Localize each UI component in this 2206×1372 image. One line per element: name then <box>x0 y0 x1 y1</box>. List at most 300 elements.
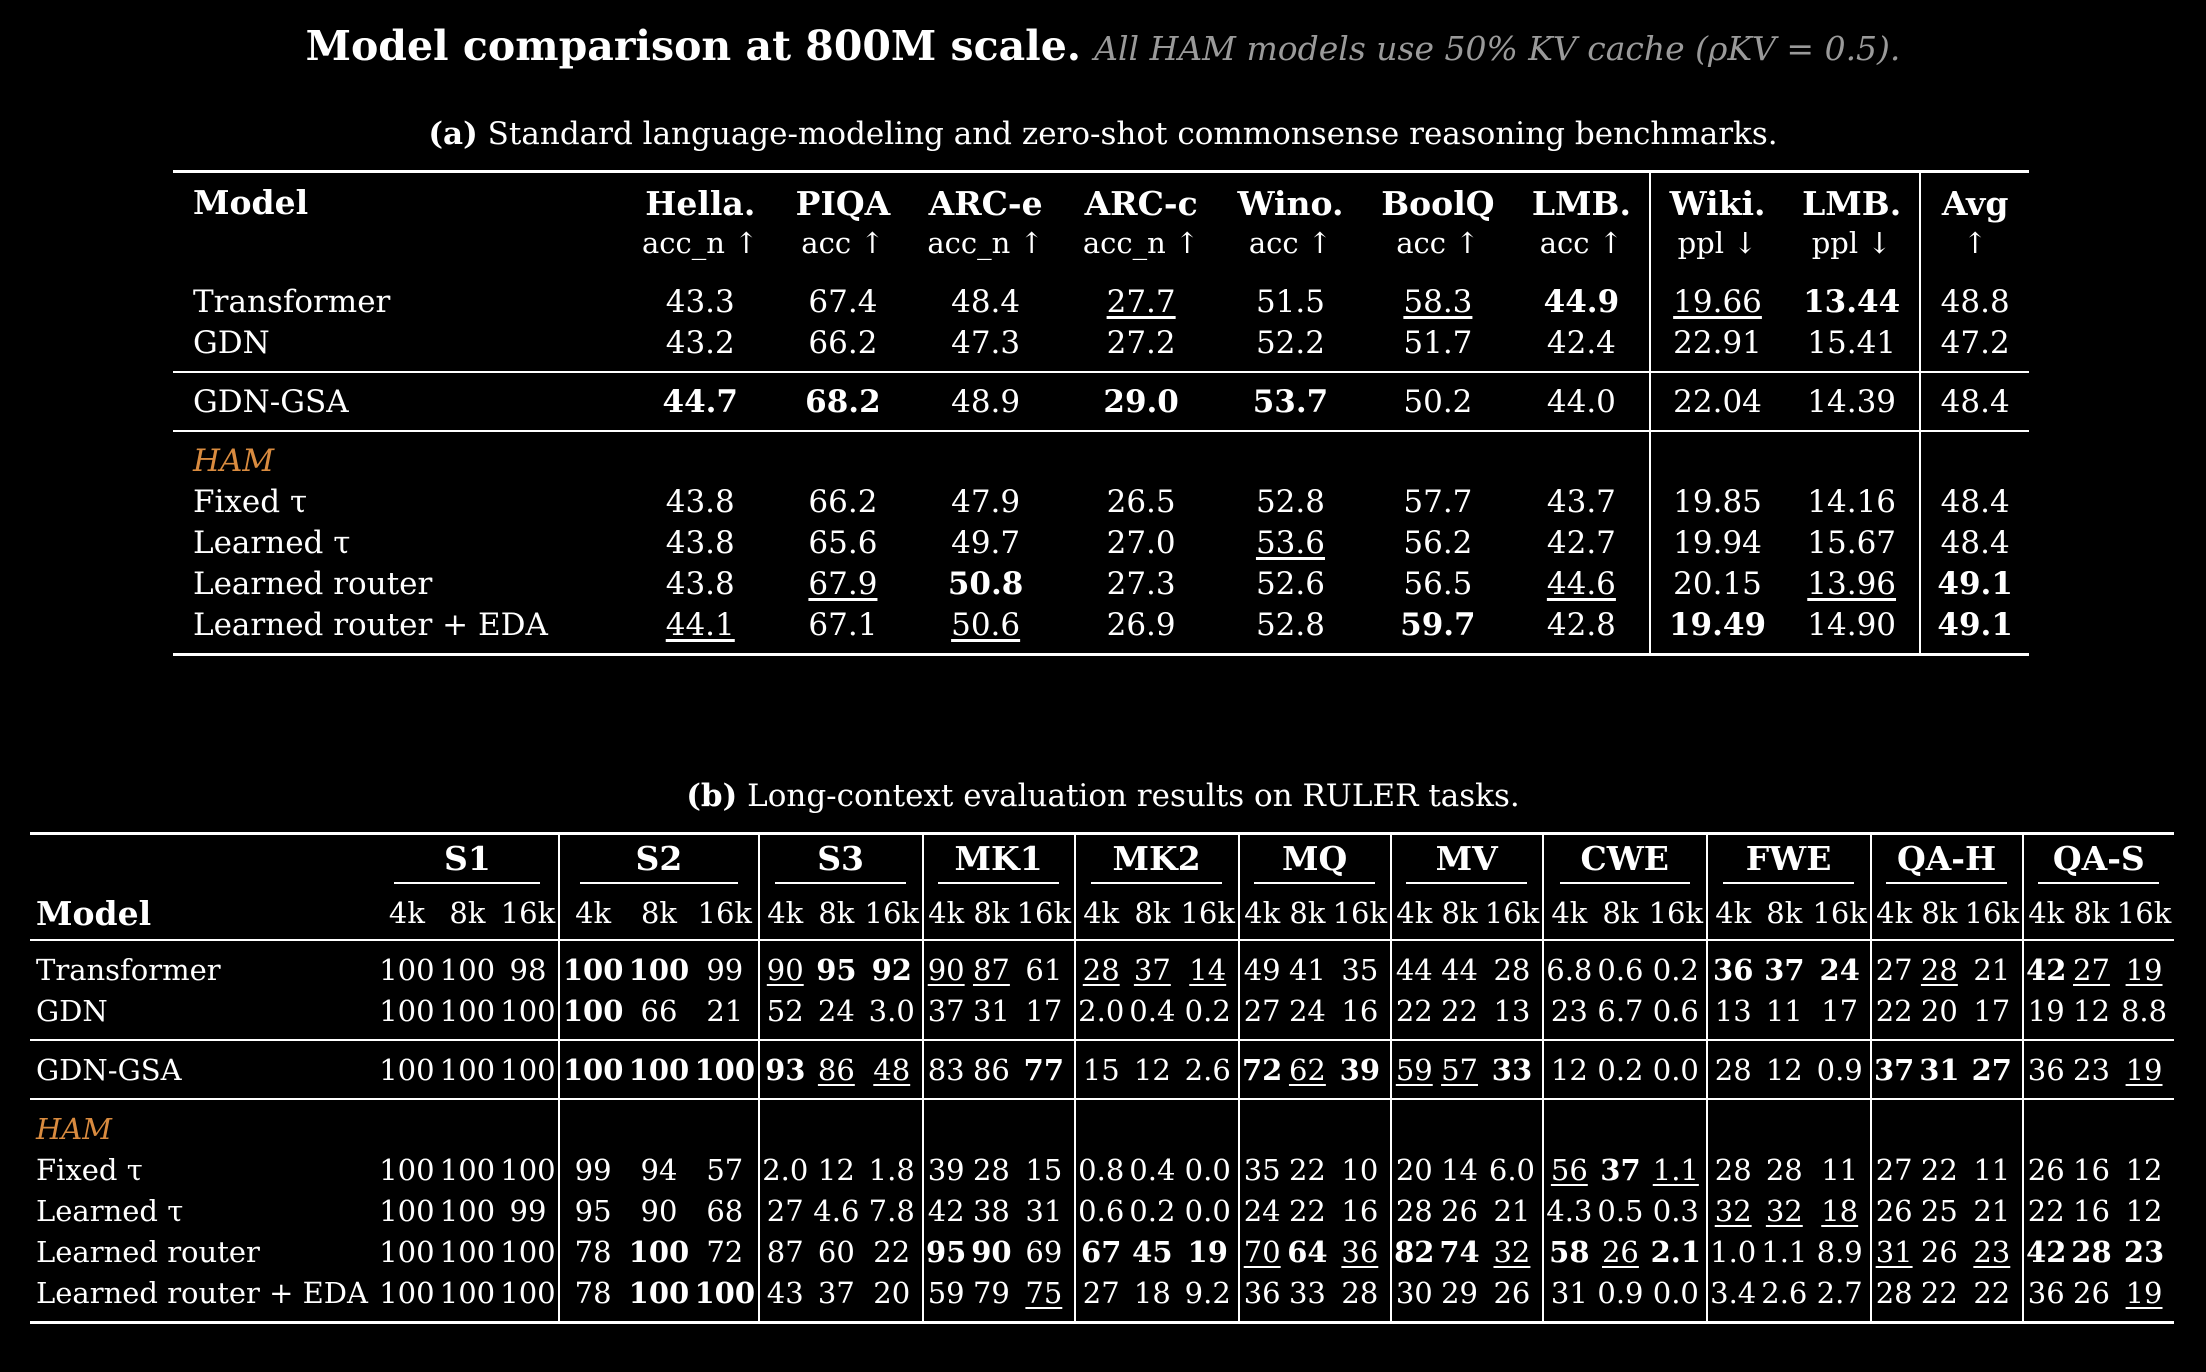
score-cell <box>2114 1272 2174 1323</box>
score-value: 13 <box>1714 993 1752 1028</box>
score-value: 22 <box>1973 1275 2011 1310</box>
ham-group-label: HAM <box>193 442 275 479</box>
score-value: 27 <box>1082 1275 1120 1310</box>
score-cell <box>2114 1040 2174 1099</box>
score-cell <box>1759 940 1810 990</box>
score-value: 43.7 <box>1546 483 1616 520</box>
score-value: 12 <box>1550 1052 1588 1087</box>
length-header: 16k <box>1484 896 1540 930</box>
score-cell <box>1871 940 1917 990</box>
task-name: S2 <box>580 839 739 884</box>
score-value: 56.5 <box>1403 565 1473 602</box>
score-value: 0.0 <box>1184 1152 1231 1187</box>
score-cell <box>811 1149 862 1190</box>
score-value: 66 <box>640 993 678 1028</box>
score-value: 17 <box>1025 993 1063 1028</box>
score-cell <box>377 1272 438 1323</box>
score-cell <box>923 990 969 1040</box>
score-cell <box>559 1040 626 1099</box>
empty-cell <box>908 431 1064 481</box>
score-value: 44.7 <box>662 383 739 420</box>
score-value: 30 <box>1395 1275 1433 1310</box>
score-value: 44 <box>1395 952 1433 987</box>
score-value: 43.8 <box>665 483 735 520</box>
column-header: ARC-c <box>1084 183 1198 223</box>
score-value: 70 <box>1243 1234 1281 1269</box>
score-value: 16 <box>2073 1152 2110 1187</box>
score-cell <box>1595 990 1646 1040</box>
model-header: Model <box>36 893 152 933</box>
score-cell <box>1759 1190 1810 1231</box>
column-metric: ppl ↓ <box>1811 226 1892 260</box>
score-value: 1.8 <box>868 1152 915 1187</box>
task-name: S3 <box>775 839 905 884</box>
score-value: 26 <box>2027 1152 2065 1187</box>
score-cell <box>498 1149 560 1190</box>
score-value: 52 <box>766 993 804 1028</box>
score-cell <box>1391 990 1437 1040</box>
length-header: 4k <box>1391 887 1437 940</box>
score-cell <box>2023 940 2069 990</box>
score-cell <box>626 1040 692 1099</box>
score-cell <box>1127 1040 1178 1099</box>
score-value: 100 <box>694 1052 756 1087</box>
score-value: 50.6 <box>951 606 1021 643</box>
score-cell <box>377 1231 438 1272</box>
score-cell <box>1063 563 1219 604</box>
score-cell <box>1178 1231 1239 1272</box>
score-cell <box>1063 372 1219 431</box>
score-value: 48.4 <box>951 283 1021 320</box>
score-cell <box>1917 940 1962 990</box>
score-cell <box>1759 1272 1810 1323</box>
score-value: 48.4 <box>1940 383 2010 420</box>
score-value: 100 <box>562 993 624 1028</box>
score-cell <box>1810 990 1871 1040</box>
score-value: 37 <box>1873 1052 1915 1087</box>
score-cell <box>498 1040 560 1099</box>
model-name: GDN <box>193 324 270 361</box>
score-cell <box>1920 372 2029 431</box>
score-cell <box>2069 990 2114 1040</box>
column-header: Hella. <box>645 183 756 223</box>
empty-cell <box>1784 431 1920 481</box>
score-value: 100 <box>379 1234 435 1269</box>
column-header: Avg <box>1920 172 2029 224</box>
score-cell <box>908 604 1064 655</box>
score-cell <box>626 1272 692 1323</box>
column-metric: ppl ↓ <box>1650 223 1784 273</box>
score-cell <box>908 522 1064 563</box>
score-cell <box>862 940 923 990</box>
score-value: 21 <box>706 993 744 1028</box>
score-value: 100 <box>439 993 496 1028</box>
score-cell <box>377 990 438 1040</box>
score-value: 15 <box>1082 1052 1120 1087</box>
score-value: 21 <box>1493 1193 1531 1228</box>
score-value: 92 <box>871 952 912 987</box>
score-value: 2.1 <box>1650 1234 1702 1269</box>
length-header: 16k <box>1180 896 1235 930</box>
score-cell <box>1784 273 1920 322</box>
score-cell <box>1962 1231 2023 1272</box>
column-header: BoolQ <box>1381 183 1495 223</box>
score-value: 58.3 <box>1403 283 1473 320</box>
score-value: 27.2 <box>1106 324 1176 361</box>
score-value: 48.9 <box>951 383 1021 420</box>
score-value: 28 <box>972 1152 1010 1187</box>
score-value: 59.7 <box>1400 606 1476 643</box>
score-value: 100 <box>439 1275 496 1310</box>
score-value: 11 <box>1973 1152 2011 1187</box>
score-cell <box>1707 1149 1759 1190</box>
score-cell <box>811 1231 862 1272</box>
score-cell <box>1330 1040 1391 1099</box>
table-row <box>173 372 2029 431</box>
score-value: 16 <box>1341 1193 1379 1228</box>
score-cell <box>1362 372 1514 431</box>
score-value: 44.9 <box>1543 283 1620 320</box>
score-cell <box>862 1149 923 1190</box>
column-metric: acc ↑ <box>801 226 885 260</box>
score-value: 35 <box>1243 1152 1281 1187</box>
score-cell <box>1482 1190 1543 1231</box>
score-cell <box>1239 1190 1285 1231</box>
task-header <box>1239 834 1391 888</box>
score-cell <box>1285 990 1330 1040</box>
score-cell <box>692 1272 759 1323</box>
score-value: 2.0 <box>1078 993 1125 1028</box>
score-value: 49.1 <box>1937 565 2013 602</box>
score-value: 0.6 <box>1597 952 1644 987</box>
score-value: 14 <box>1189 952 1227 987</box>
score-value: 52.8 <box>1255 483 1325 520</box>
task-header <box>1543 834 1707 888</box>
score-cell <box>1330 1149 1391 1190</box>
column-metric: acc_n ↑ <box>642 226 759 260</box>
score-value: 12 <box>817 1152 855 1187</box>
score-value: 48.8 <box>1940 283 2010 320</box>
score-value: 100 <box>562 952 624 987</box>
score-value: 22 <box>2027 1193 2065 1228</box>
score-cell <box>626 990 692 1040</box>
score-value: 90 <box>971 1234 1012 1269</box>
score-cell <box>1962 1040 2023 1099</box>
table-row <box>173 322 2029 372</box>
score-value: 1.0 <box>1710 1234 1757 1269</box>
score-value: 67.1 <box>808 606 878 643</box>
score-cell <box>377 1190 438 1231</box>
length-header: 8k <box>1289 896 1326 930</box>
score-value: 69 <box>1025 1234 1063 1269</box>
score-cell <box>923 1231 969 1272</box>
score-value: 78 <box>574 1234 612 1269</box>
score-value: 1.1 <box>1761 1234 1808 1269</box>
score-value: 2.0 <box>762 1152 809 1187</box>
score-value: 19 <box>2027 993 2065 1028</box>
score-value: 13.44 <box>1803 283 1901 320</box>
score-value: 48.4 <box>1940 524 2010 561</box>
score-value: 50.8 <box>947 565 1024 602</box>
column-header: LMB. <box>1531 183 1631 223</box>
score-cell <box>2023 1190 2069 1231</box>
score-cell <box>559 990 626 1040</box>
score-cell <box>2023 1040 2069 1099</box>
score-cell <box>1362 273 1514 322</box>
score-cell <box>692 1149 759 1190</box>
score-cell <box>1391 940 1437 990</box>
score-value: 72 <box>1241 1052 1283 1087</box>
score-cell <box>862 1040 923 1099</box>
score-cell <box>498 1190 560 1231</box>
length-header: 4k <box>923 887 969 940</box>
score-cell <box>1917 1149 1962 1190</box>
score-value: 100 <box>500 993 556 1028</box>
score-value: 100 <box>500 1152 556 1187</box>
empty-cell <box>1962 1099 2023 1149</box>
score-cell <box>1075 1040 1127 1099</box>
score-cell <box>908 481 1064 522</box>
score-value: 100 <box>500 1052 556 1087</box>
score-cell <box>1759 1149 1810 1190</box>
caption-table-b <box>0 778 2206 814</box>
empty-cell <box>1920 431 2029 481</box>
score-cell <box>908 563 1064 604</box>
score-value: 48 <box>873 1052 911 1087</box>
empty-cell <box>1014 1099 1075 1149</box>
empty-cell <box>626 1099 692 1149</box>
score-cell <box>437 1231 498 1272</box>
score-value: 22 <box>1441 993 1478 1028</box>
length-header: 4k <box>2023 887 2069 940</box>
score-value: 19.49 <box>1668 606 1767 643</box>
score-value: 43.3 <box>665 283 735 320</box>
score-value: 13 <box>1493 993 1531 1028</box>
score-value: 36 <box>1713 952 1754 987</box>
length-header: 8k <box>1134 896 1171 930</box>
length-header: 16k <box>1332 896 1388 930</box>
score-value: 42.7 <box>1546 524 1616 561</box>
score-cell <box>1871 990 1917 1040</box>
score-cell <box>1646 1149 1707 1190</box>
score-value: 95 <box>574 1193 612 1228</box>
empty-cell <box>559 1099 626 1149</box>
score-cell <box>1514 322 1650 372</box>
score-cell <box>1219 273 1362 322</box>
score-value: 66.2 <box>808 324 878 361</box>
score-cell <box>1543 1149 1595 1190</box>
score-cell <box>1239 1272 1285 1323</box>
column-header: PIQA <box>795 183 891 223</box>
score-value: 14.39 <box>1807 383 1897 420</box>
column-metric: acc ↑ <box>1539 226 1624 260</box>
score-value: 1.1 <box>1652 1152 1699 1187</box>
score-value: 90 <box>927 952 965 987</box>
score-value: 0.4 <box>1129 1152 1176 1187</box>
score-value: 3.0 <box>868 993 915 1028</box>
score-cell <box>1239 940 1285 990</box>
score-value: 2.6 <box>1184 1052 1231 1087</box>
score-cell <box>1917 1231 1962 1272</box>
score-cell <box>623 372 779 431</box>
score-value: 0.0 <box>1184 1193 1231 1228</box>
score-value: 56 <box>1550 1152 1588 1187</box>
score-cell <box>2069 1149 2114 1190</box>
empty-cell <box>1437 1099 1482 1149</box>
ham-group-label: HAM <box>36 1111 112 1146</box>
score-cell <box>2069 1190 2114 1231</box>
score-value: 100 <box>628 1275 690 1310</box>
empty-cell <box>498 1099 560 1149</box>
column-header: Wino. <box>1237 183 1344 223</box>
score-value: 22 <box>1395 993 1433 1028</box>
column-metric: acc_n ↑ <box>927 226 1044 260</box>
score-value: 22 <box>873 1234 911 1269</box>
score-value: 83 <box>927 1052 965 1087</box>
score-value: 15.67 <box>1807 524 1897 561</box>
score-cell <box>1646 940 1707 990</box>
score-value: 24 <box>1819 952 1860 987</box>
score-cell <box>862 1231 923 1272</box>
task-name: MK1 <box>938 839 1059 884</box>
score-value: 27 <box>766 1193 804 1228</box>
score-value: 23 <box>1550 993 1588 1028</box>
column-metric: acc_n ↑ <box>1082 226 1200 260</box>
length-header: 8k <box>973 896 1010 930</box>
score-cell <box>1285 1040 1330 1099</box>
score-cell <box>778 522 908 563</box>
score-value: 21 <box>1973 952 2011 987</box>
score-cell <box>811 990 862 1040</box>
score-cell <box>1330 990 1391 1040</box>
score-cell <box>1917 1040 1962 1099</box>
score-value: 15.41 <box>1807 324 1897 361</box>
score-cell <box>2069 1272 2114 1323</box>
score-value: 51.7 <box>1403 324 1473 361</box>
score-cell <box>623 604 779 655</box>
score-cell <box>1482 1272 1543 1323</box>
score-cell <box>759 1231 811 1272</box>
score-cell <box>1330 940 1391 990</box>
length-header: 16k <box>1016 896 1072 930</box>
score-cell <box>1650 481 1784 522</box>
model-name: Learned τ <box>193 524 351 561</box>
score-cell <box>759 1190 811 1231</box>
caption-b-label: (b) <box>686 778 738 814</box>
score-value: 37 <box>817 1275 855 1310</box>
length-header: 4k <box>1075 887 1127 940</box>
score-value: 8.8 <box>2120 993 2168 1028</box>
score-cell <box>1219 372 1362 431</box>
score-value: 39 <box>1339 1052 1381 1087</box>
score-cell <box>1759 990 1810 1040</box>
model-name: GDN <box>36 993 108 1028</box>
score-value: 27 <box>1971 1052 2012 1087</box>
score-value: 16 <box>1341 993 1379 1028</box>
score-value: 41 <box>1288 952 1326 987</box>
score-cell <box>2114 940 2174 990</box>
column-header: LMB. <box>1802 183 1902 223</box>
score-cell <box>377 940 438 990</box>
table-row <box>30 1190 2174 1231</box>
score-cell <box>1917 1190 1962 1231</box>
score-cell <box>1543 990 1595 1040</box>
score-value: 67.9 <box>808 565 878 602</box>
score-value: 57.7 <box>1403 483 1473 520</box>
ham-group-row <box>30 1099 2174 1149</box>
empty-cell <box>692 1099 759 1149</box>
score-cell <box>778 322 908 372</box>
score-cell <box>1810 1272 1871 1323</box>
score-cell <box>1784 322 1920 372</box>
score-cell <box>1127 1190 1178 1231</box>
score-cell <box>923 1272 969 1323</box>
score-cell <box>1362 522 1514 563</box>
score-value: 0.3 <box>1652 1193 1699 1228</box>
score-cell <box>1437 1040 1482 1099</box>
score-cell <box>811 1272 862 1323</box>
score-value: 11 <box>1765 993 1803 1028</box>
caption-a-text: Standard language-modeling and zero-shot commonsense reasoning benchmarks. <box>487 116 1778 152</box>
score-value: 13.96 <box>1807 565 1897 602</box>
score-cell <box>1920 522 2029 563</box>
score-value: 65.6 <box>808 524 878 561</box>
score-value: 27.0 <box>1106 524 1176 561</box>
benchmark-table <box>173 170 2029 656</box>
score-value: 52.8 <box>1255 606 1325 643</box>
task-header <box>2023 834 2174 888</box>
empty-cell <box>1595 1099 1646 1149</box>
score-value: 19 <box>2125 1052 2163 1087</box>
score-cell <box>1239 1149 1285 1190</box>
score-value: 66.2 <box>808 483 878 520</box>
score-cell <box>969 1149 1014 1190</box>
empty-cell <box>2069 1099 2114 1149</box>
score-value: 56.2 <box>1403 524 1473 561</box>
score-value: 26.9 <box>1106 606 1176 643</box>
score-cell <box>1178 1272 1239 1323</box>
score-value: 22 <box>1920 1275 1958 1310</box>
score-cell <box>1482 1149 1543 1190</box>
score-value: 0.9 <box>1816 1052 1863 1087</box>
score-value: 24 <box>1288 993 1326 1028</box>
score-cell <box>1014 1190 1075 1231</box>
score-cell <box>778 481 908 522</box>
score-value: 0.6 <box>1652 993 1699 1028</box>
score-cell <box>437 1190 498 1231</box>
score-cell <box>437 1272 498 1323</box>
empty-cell <box>811 1099 862 1149</box>
score-value: 12 <box>1133 1052 1171 1087</box>
score-cell <box>1391 1272 1437 1323</box>
score-value: 32 <box>1765 1193 1803 1228</box>
score-cell <box>1962 1190 2023 1231</box>
length-header: 16k <box>1964 896 2020 930</box>
score-cell <box>2114 1231 2174 1272</box>
score-value: 4.3 <box>1546 1193 1593 1228</box>
model-name: Transformer <box>36 952 221 987</box>
empty-cell <box>862 1099 923 1149</box>
length-header: 16k <box>500 896 556 930</box>
score-value: 0.4 <box>1129 993 1176 1028</box>
length-header: 8k <box>2073 896 2110 930</box>
score-cell <box>498 940 560 990</box>
empty-cell <box>437 1099 498 1149</box>
score-value: 100 <box>379 1193 435 1228</box>
score-value: 2.6 <box>1761 1275 1808 1310</box>
score-cell <box>1127 1272 1178 1323</box>
table-row <box>173 604 2029 655</box>
